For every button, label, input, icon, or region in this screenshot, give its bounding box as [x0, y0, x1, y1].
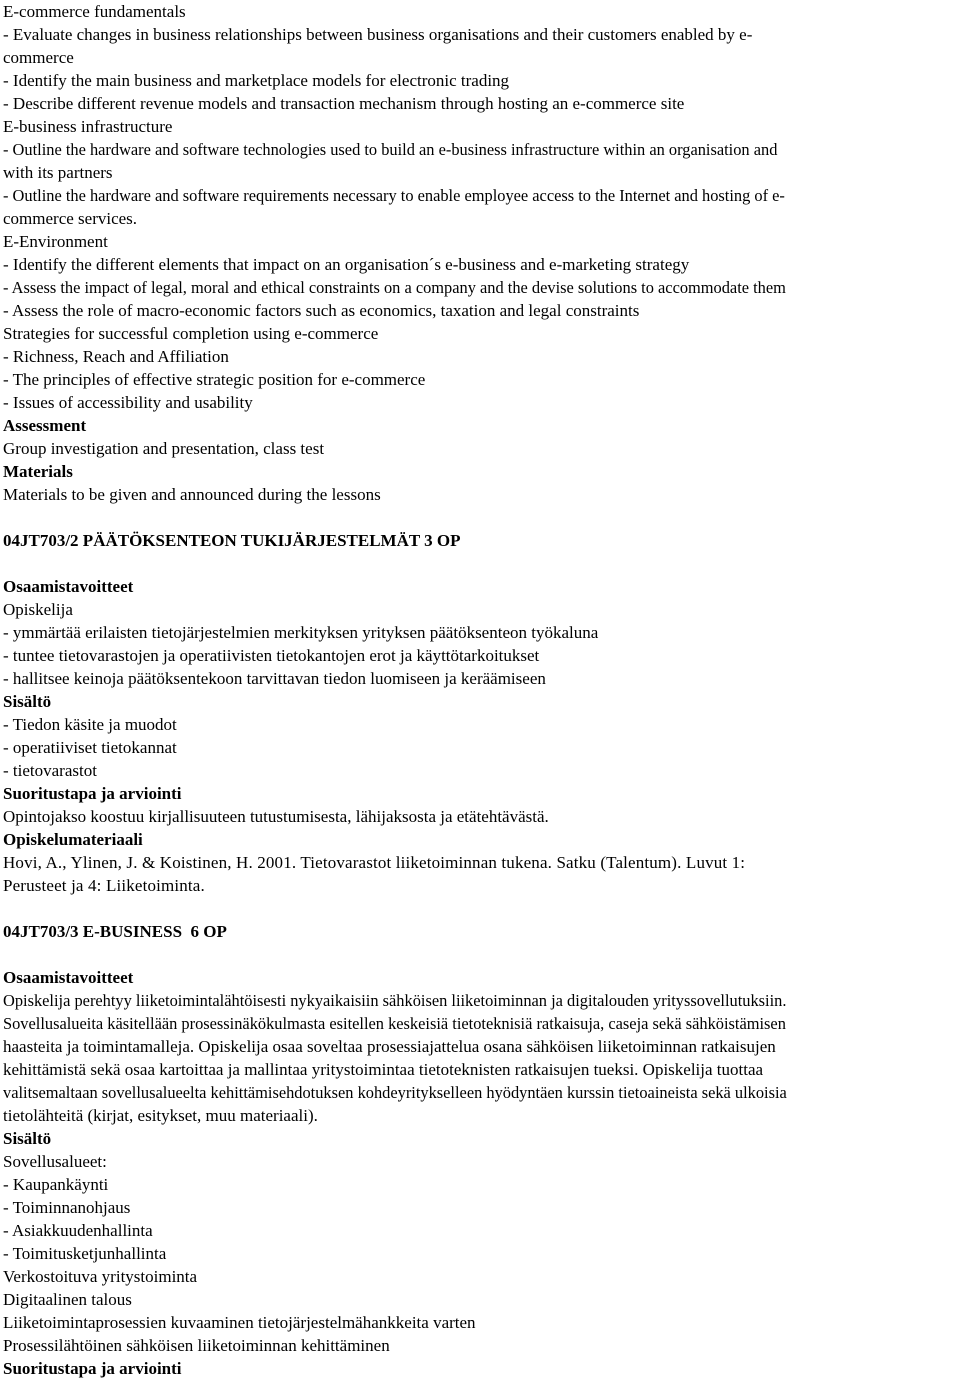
list-item: - Assess the impact of legal, moral and ethical constraints on a company and the devise solutions to accommodate them: [3, 278, 786, 297]
list-item: - Issues of accessibility and usability: [3, 393, 253, 412]
list-item: - Tiedon käsite ja muodot: [3, 715, 177, 734]
materials-heading: Materials: [3, 462, 73, 481]
list-item: - hallitsee keinoja päätöksentekoon tarvittavan tiedon luomiseen ja keräämiseen: [3, 669, 546, 688]
list-item: - The principles of effective strategic position for e-commerce: [3, 370, 426, 389]
list-item: - Asiakkuudenhallinta: [3, 1221, 153, 1240]
course-title-paatoksenteon: 04JT703/2 PÄÄTÖKSENTEON TUKIJÄRJESTELMÄT 3 OP: [3, 531, 461, 550]
section-heading-strategies: Strategies for successful completion using e-commerce: [3, 324, 379, 343]
list-item: - Outline the hardware and software requirements necessary to enable employee access to the Internet and hosting of e-: [3, 186, 785, 205]
list-item: commerce services.: [3, 209, 138, 228]
reference-line: Perusteet ja 4: Liiketoiminta.: [3, 876, 205, 895]
list-item: - Identify the main business and marketplace models for electronic trading: [3, 71, 510, 90]
course-title-ebusiness: 04JT703/3 E-BUSINESS 6 OP: [3, 922, 227, 941]
list-item: Verkostoituva yritystoiminta: [3, 1267, 198, 1286]
paragraph-line: Sovellusalueita käsitellään prosessinäkökulmasta esitellen keskeisiä tietoteknisiä ratkaisuja, caseja sekä sähköistämisen: [3, 1014, 786, 1033]
content-heading: Sisältö: [3, 1129, 52, 1148]
list-item: - Identify the different elements that impact on an organisation´s e-business and e-marketing strategy: [3, 255, 690, 274]
list-item: - Assess the role of macro-economic factors such as economics, taxation and legal constraints: [3, 301, 640, 320]
student-label: Opiskelija: [3, 600, 73, 619]
list-item: commerce: [3, 48, 74, 67]
list-item: - Outline the hardware and software technologies used to build an e-business infrastructure within an organisation and: [3, 140, 778, 159]
method-heading: Suoritustapa ja arviointi: [3, 784, 182, 803]
list-item: Liiketoimintaprosessien kuvaaminen tietojärjestelmähankkeita varten: [3, 1313, 476, 1332]
list-item: Digitaalinen talous: [3, 1290, 132, 1309]
materials-text: Materials to be given and announced during the lessons: [3, 485, 381, 504]
list-item: - Toimitusketjunhallinta: [3, 1244, 167, 1263]
list-item: with its partners: [3, 163, 113, 182]
section-heading-ebusiness-infrastructure: E-business infrastructure: [3, 117, 173, 136]
list-item: - Richness, Reach and Affiliation: [3, 347, 229, 366]
list-item: - Evaluate changes in business relationships between business organisations and their customers enabled by e-: [3, 25, 753, 44]
section-heading-ecommerce-fundamentals: E-commerce fundamentals: [3, 2, 186, 21]
material-heading: Opiskelumateriaali: [3, 830, 143, 849]
list-item: - Describe different revenue models and transaction mechanism through hosting an e-commerce site: [3, 94, 685, 113]
list-item: - Kaupankäynti: [3, 1175, 109, 1194]
paragraph-line: Opiskelija perehtyy liiketoimintalähtöisesti nykyaikaisiin sähköisen liiketoiminnan ja digitalouden yrityssovellutuksiin.: [3, 991, 787, 1010]
paragraph-line: valitsemaltaan sovellusalueelta kehittämisehdotuksen kohdeyritykselleen hyödyntäen kurssin tietoaineista sekä ulkoisia: [3, 1083, 787, 1102]
outcomes-heading: Osaamistavoitteet: [3, 968, 134, 987]
assessment-heading: Assessment: [3, 416, 87, 435]
list-item: Prosessilähtöinen sähköisen liiketoiminnan kehittäminen: [3, 1336, 390, 1355]
list-item: - tuntee tietovarastojen ja operatiivisten tietokantojen erot ja käyttötarkoitukset: [3, 646, 540, 665]
list-item: - Toiminnanohjaus: [3, 1198, 131, 1217]
paragraph-line: kehittämistä sekä osaa kartoittaa ja mallintaa yritystoimintaa tietoteknisten ratkaisujen tueksi. Opiskelija tuottaa: [3, 1060, 764, 1079]
assessment-text: Group investigation and presentation, class test: [3, 439, 325, 458]
paragraph-line: tietolähteitä (kirjat, esitykset, muu materiaali).: [3, 1106, 318, 1125]
list-item: - ymmärtää erilaisten tietojärjestelmien merkityksen yrityksen päätöksenteon työkaluna: [3, 623, 599, 642]
list-item: - tietovarastot: [3, 761, 97, 780]
method-heading: Suoritustapa ja arviointi: [3, 1359, 182, 1378]
list-item: Sovellusalueet:: [3, 1152, 107, 1171]
list-item: - operatiiviset tietokannat: [3, 738, 177, 757]
reference-line: Hovi, A., Ylinen, J. & Koistinen, H. 2001. Tietovarastot liiketoiminnan tukena. Satku (Talentum). Luvut 1:: [3, 853, 746, 872]
paragraph-line: haasteita ja toimintamalleja. Opiskelija osaa soveltaa prosessiajattelua osana sähköisen liiketoiminnan ratkaisujen: [3, 1037, 776, 1056]
method-text: Opintojakso koostuu kirjallisuuteen tutustumisesta, lähijaksosta ja etätehtävästä.: [3, 807, 549, 826]
section-heading-e-environment: E-Environment: [3, 232, 108, 251]
outcomes-heading: Osaamistavoitteet: [3, 577, 134, 596]
content-heading: Sisältö: [3, 692, 52, 711]
